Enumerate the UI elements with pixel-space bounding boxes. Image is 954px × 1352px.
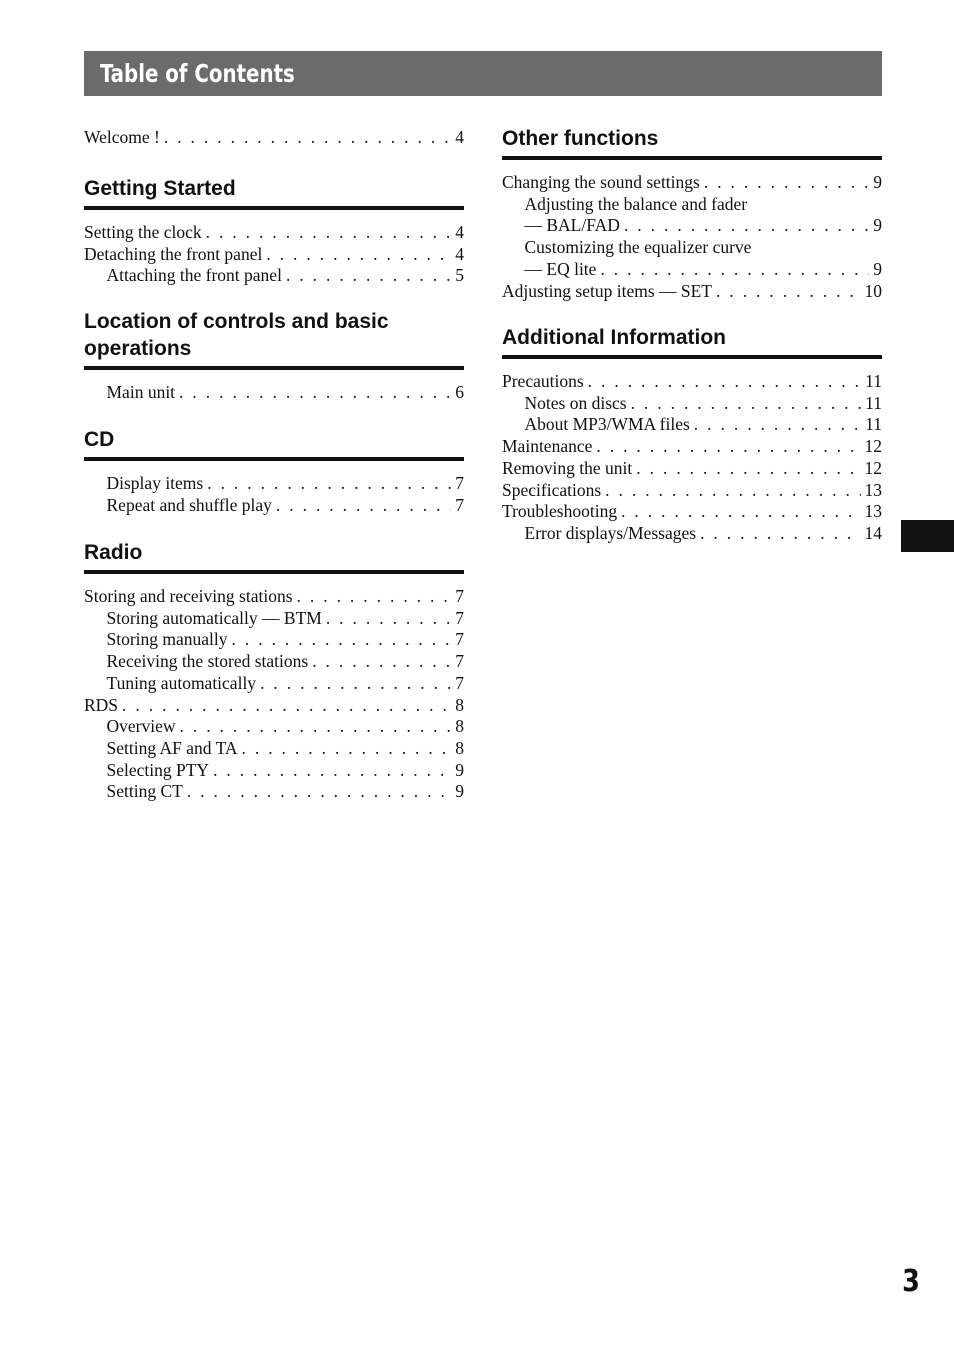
toc-subentry[interactable]: [502, 414, 882, 436]
leader-dots: [164, 127, 451, 149]
leader-dots: [286, 265, 451, 287]
entry-label: Adjusting the balance and fader: [524, 193, 748, 214]
toc-subentry[interactable]: [84, 673, 464, 695]
entry-page: 7: [455, 586, 464, 606]
entry-page: 6: [455, 382, 464, 402]
toc-subentry[interactable]: [84, 760, 464, 782]
leader-dots: [232, 629, 452, 651]
leader-dots: [207, 473, 451, 495]
entry-page: 11: [865, 414, 882, 435]
toc-subentry[interactable]: [84, 608, 464, 630]
toc-subentry[interactable]: [84, 382, 464, 404]
toc-subentry[interactable]: [84, 629, 464, 651]
entry-label: Storing automatically — BTM: [106, 607, 322, 628]
leader-dots: [260, 673, 451, 695]
leader-dots: [704, 172, 869, 194]
section-other-functions: [502, 125, 882, 302]
section-rule: [502, 156, 882, 160]
section-heading: Getting Started: [84, 177, 236, 200]
entry-label: Detaching the front panel: [84, 243, 263, 264]
section-welcome: [84, 127, 464, 149]
entry-label: Main unit: [106, 382, 176, 402]
entry-label: Troubleshooting: [502, 501, 618, 522]
toc-entry[interactable]: [84, 695, 464, 717]
entry-page: 13: [864, 479, 882, 500]
toc-subentry[interactable]: [84, 651, 464, 673]
entry-list: [502, 172, 882, 302]
toc-entry-welcome[interactable]: [84, 127, 464, 149]
leader-dots: [297, 586, 452, 608]
leader-dots: [276, 495, 451, 517]
entry-page: 9: [873, 258, 882, 279]
entry-list: [502, 371, 882, 545]
entry-label: — BAL/FAD: [524, 215, 620, 236]
toc-title-bar: [84, 51, 882, 96]
section-rule: [84, 366, 464, 370]
entry-label: Specifications: [502, 479, 602, 500]
toc-subentry[interactable]: [502, 523, 882, 545]
section-radio: [84, 539, 464, 803]
entry-label: Setting AF and TA: [106, 737, 238, 758]
entry-list: [84, 382, 464, 404]
leader-dots: [187, 781, 451, 803]
leader-dots: [326, 608, 451, 630]
entry-label: RDS: [84, 694, 119, 715]
entry-line: [502, 259, 882, 281]
toc-subentry[interactable]: [502, 194, 882, 237]
toc-subentry[interactable]: [84, 738, 464, 760]
leader-dots: [266, 244, 451, 266]
section-rule: [84, 206, 464, 210]
leader-dots: [631, 393, 862, 415]
entry-page: 12: [864, 436, 882, 457]
entry-page: 12: [864, 457, 882, 478]
entry-list: [84, 222, 464, 287]
entry-list: [84, 473, 464, 516]
entry-page: 8: [455, 716, 464, 737]
entry-label: Display items: [106, 473, 204, 493]
entry-list: [84, 586, 464, 803]
entry-line: [502, 215, 882, 237]
leader-dots: [596, 436, 860, 458]
leader-dots: [700, 523, 860, 545]
entry-label: Tuning automatically: [106, 672, 257, 693]
toc-subentry[interactable]: [84, 473, 464, 495]
entry-label: Maintenance: [502, 436, 593, 457]
leader-dots: [312, 651, 451, 673]
section-additional-information: [502, 324, 882, 545]
leader-dots: [122, 695, 451, 717]
entry-page: 13: [864, 501, 882, 522]
entry-label: — EQ lite: [524, 258, 597, 279]
leader-dots: [206, 222, 452, 244]
leader-dots: [636, 458, 860, 480]
entry-label: Storing manually: [106, 629, 228, 650]
entry-label: Adjusting setup items — SET: [502, 280, 712, 301]
page-title: Table of Contents: [100, 59, 295, 88]
leader-dots: [716, 281, 861, 303]
leader-dots: [179, 382, 451, 404]
toc-entry[interactable]: [502, 281, 882, 303]
toc-entry[interactable]: [502, 371, 882, 393]
entry-page: 8: [455, 737, 464, 758]
entry-page: 7: [455, 494, 464, 515]
section-rule: [84, 570, 464, 574]
entry-label: Overview: [106, 716, 176, 737]
entry-label: Removing the unit: [502, 457, 633, 478]
entry-page: 9: [455, 759, 464, 780]
leader-dots: [600, 259, 869, 281]
toc-entry[interactable]: [84, 222, 464, 244]
entry-page: 7: [455, 629, 464, 650]
entry-page: 8: [455, 694, 464, 715]
leader-dots: [213, 760, 451, 782]
entry-label: Precautions: [502, 371, 584, 391]
entry-page: 14: [864, 522, 882, 543]
entry-label: Setting the clock: [84, 222, 202, 242]
section-heading: Radio: [84, 541, 143, 564]
entry-page: 4: [455, 243, 464, 264]
entry-label: Welcome !: [84, 127, 160, 147]
entry-label: Receiving the stored stations: [106, 651, 309, 672]
toc-subentry[interactable]: [502, 237, 882, 280]
entry-page: 7: [455, 672, 464, 693]
section-rule: [502, 355, 882, 359]
leader-dots: [621, 501, 860, 523]
entry-page: 7: [455, 473, 464, 493]
entry-label: Notes on discs: [524, 392, 627, 413]
toc-subentry[interactable]: [84, 781, 464, 803]
entry-label: Selecting PTY: [106, 759, 210, 780]
entry-label: Customizing the equalizer curve: [524, 237, 752, 258]
entry-page: 5: [455, 265, 464, 286]
page-number: 3: [902, 1264, 920, 1299]
leader-dots: [605, 480, 860, 502]
toc-entry[interactable]: [84, 244, 464, 266]
entry-page: 4: [455, 127, 464, 147]
heading-line: Location of controls and basic: [84, 310, 389, 333]
entry-page: 11: [865, 392, 882, 413]
section-heading: Other functions: [502, 127, 659, 150]
entry-label: Repeat and shuffle play: [106, 494, 272, 515]
entry-label: Attaching the front panel: [106, 265, 282, 286]
toc-entry[interactable]: [502, 458, 882, 480]
toc-subentry[interactable]: [84, 495, 464, 517]
section-location-of-controls: [84, 308, 464, 404]
leader-dots: [694, 414, 861, 436]
toc-entry[interactable]: [502, 501, 882, 523]
entry-page: 10: [864, 280, 882, 301]
entry-page: 9: [873, 172, 882, 192]
toc-subentry[interactable]: [502, 393, 882, 415]
entry-label: About MP3/WMA files: [524, 414, 690, 435]
section-getting-started: [84, 175, 464, 287]
leader-dots: [624, 215, 869, 237]
section-heading: [84, 308, 464, 362]
leader-dots: [588, 371, 861, 393]
toc-subentry[interactable]: [84, 265, 464, 287]
entry-label: Storing and receiving stations: [84, 586, 293, 606]
entry-page: 7: [455, 607, 464, 628]
toc-entry[interactable]: [84, 586, 464, 608]
entry-page: 9: [873, 215, 882, 236]
leader-dots: [242, 738, 452, 760]
heading-line: operations: [84, 337, 192, 360]
toc-entry[interactable]: [502, 172, 882, 194]
toc-entry[interactable]: [502, 436, 882, 458]
toc-entry[interactable]: [502, 480, 882, 502]
entry-label: Error displays/Messages: [524, 522, 697, 543]
leader-dots: [180, 716, 452, 738]
entry-page: 11: [865, 371, 882, 391]
section-rule: [84, 457, 464, 461]
entry-page: 9: [455, 781, 464, 802]
section-heading: Additional Information: [502, 326, 726, 349]
language-tab-marker: [901, 520, 954, 552]
toc-subentry[interactable]: [84, 716, 464, 738]
section-heading: CD: [84, 428, 115, 451]
entry-page: 7: [455, 651, 464, 672]
entry-label: Setting CT: [106, 781, 183, 802]
section-cd: [84, 426, 464, 516]
entry-label: Changing the sound settings: [502, 172, 700, 192]
entry-page: 4: [455, 222, 464, 242]
